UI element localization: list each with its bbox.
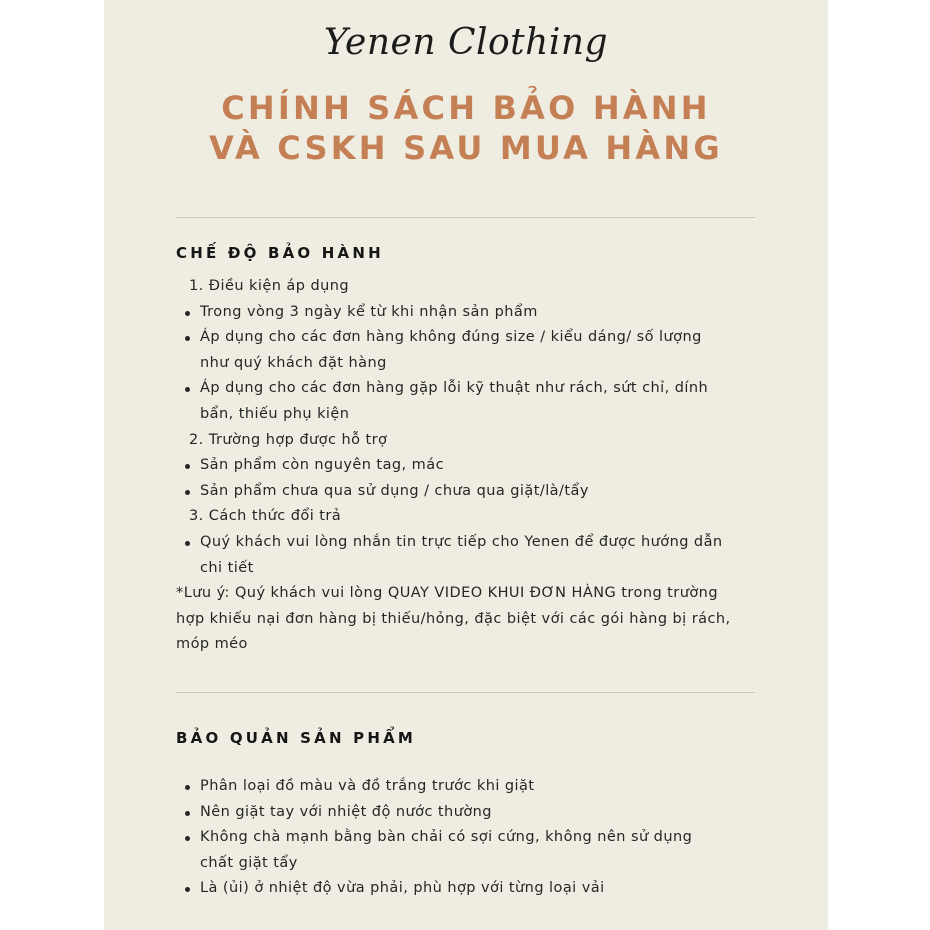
- note-line: *Lưu ý: Quý khách vui lòng QUAY VIDEO KHUI ĐƠN HÀNG trong trường: [176, 585, 718, 602]
- bullet-item: Là (ủi) ở nhiệt độ vừa phải, phù hợp với từng loại vải: [176, 876, 766, 902]
- bullet-item: Áp dụng cho các đơn hàng gặp lỗi kỹ thuật như rách, sứt chỉ, dính: [176, 376, 766, 402]
- bullet-item-continued: chi tiết: [200, 559, 254, 576]
- bullet-item-continued: như quý khách đặt hàng: [200, 354, 387, 371]
- bullet-item: Nên giặt tay với nhiệt độ nước thường: [176, 800, 766, 826]
- bullet-item-continued: bẩn, thiếu phụ kiện: [200, 405, 350, 422]
- bullet-item: Không chà mạnh bằng bàn chải có sợi cứng, không nên sử dụng: [176, 825, 766, 851]
- care-heading: BẢO QUẢN SẢN PHẨM: [176, 729, 417, 747]
- note-line: móp méo: [176, 636, 248, 653]
- bullet-item: Phân loại đồ màu và đồ trắng trước khi giặt: [176, 774, 766, 800]
- page-title-line-1: CHÍNH SÁCH BẢO HÀNH: [221, 89, 711, 127]
- warranty-content: [176, 274, 766, 658]
- bullet-item: Sản phẩm chưa qua sử dụng / chưa qua giặt/là/tẩy: [176, 479, 766, 505]
- warranty-heading: CHẾ ĐỘ BẢO HÀNH: [176, 244, 384, 262]
- numbered-item-exchange-method: 3. Cách thức đổi trả: [189, 508, 342, 525]
- page-title-line-2: VÀ CSKH SAU MUA HÀNG: [209, 129, 723, 167]
- policy-page: [104, 0, 828, 930]
- numbered-item-conditions: 1. Điều kiện áp dụng: [189, 278, 350, 294]
- bullet-item: Áp dụng cho các đơn hàng không đúng size / kiểu dáng/ số lượng: [176, 325, 766, 351]
- bullet-item: Sản phẩm còn nguyên tag, mác: [176, 453, 766, 479]
- divider-middle: [176, 692, 755, 693]
- bullet-item-continued: chất giặt tẩy: [200, 854, 298, 871]
- numbered-item-supported-cases: 2. Trường hợp được hỗ trợ: [189, 431, 388, 448]
- note-line: hợp khiếu nại đơn hàng bị thiếu/hỏng, đặc biệt với các gói hàng bị rách,: [176, 610, 731, 627]
- page-title: [104, 88, 828, 168]
- bullet-item: Quý khách vui lòng nhắn tin trực tiếp cho Yenen để được hướng dẫn: [176, 530, 766, 556]
- divider-top: [176, 217, 755, 218]
- bullet-item: Trong vòng 3 ngày kể từ khi nhận sản phẩm: [176, 300, 766, 326]
- brand-logo: Yenen Clothing: [323, 22, 609, 63]
- care-content: [176, 774, 766, 902]
